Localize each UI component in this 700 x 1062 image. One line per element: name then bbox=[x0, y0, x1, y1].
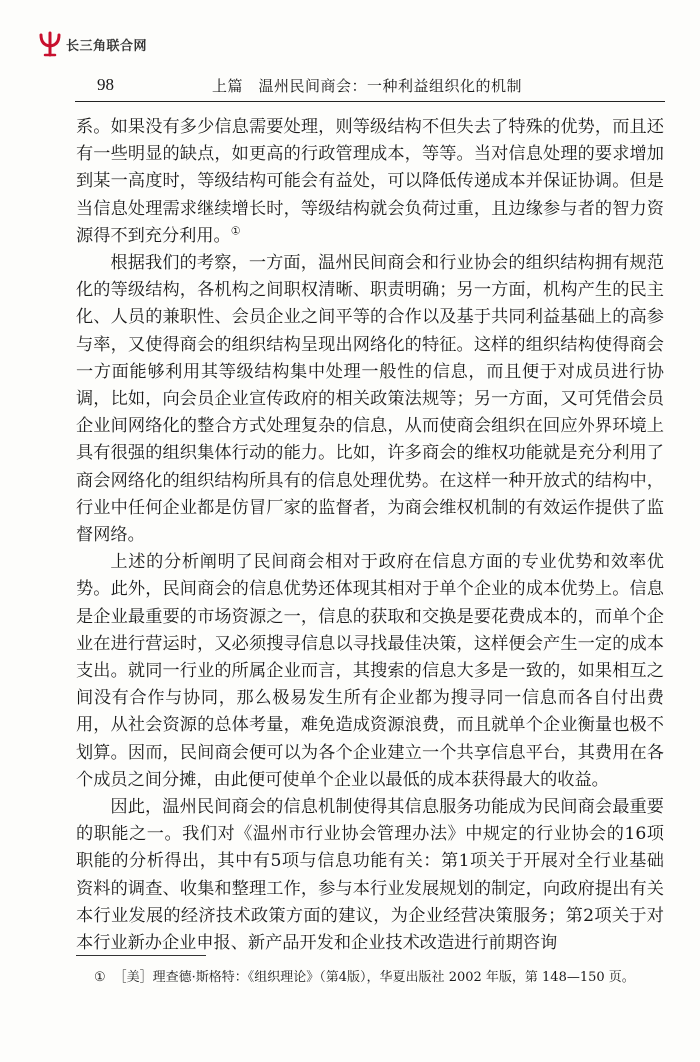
footnote-rule bbox=[76, 955, 206, 956]
paragraph-1 bbox=[76, 114, 664, 250]
paragraph-3: 上述的分析阐明了民间商会相对于政府在信息方面的专业优势和效率优势。此外，民间商会的信息优势还体现其相对于单个企业的成本优势上。信息是企业最重要的市场资源之一，信息的获取和交换是要花费成本的，而单个企业在进行营运时，又必须搜寻信息以寻找最佳决策，这样便会产生一定的成本支出。就同一行业的所属企业而言，其搜索的信息大多是一致的，如果相互之间没有合作与协同，那么极易发生所有企业都为搜寻同一信息而各自付出费用，从社会资源的总体考量，难免造成资源浪费，而且就单个企业衡量也极不划算。因而，民间商会便可以为各个企业建立一个共享信息平台，其费用在各个成员之间分摊，由此便可使单个企业以最低的成本获得最大的收益。 bbox=[76, 552, 664, 790]
running-head-title: 上篇 温州民间商会：一种利益组织化的机制 bbox=[212, 77, 523, 95]
running-head bbox=[72, 72, 660, 102]
header-rule bbox=[75, 101, 665, 102]
paragraph-4: 因此，温州民间商会的信息机制使得其信息服务功能成为民间商会最重要的职能之一。我们对《温州市行业协会管理办法》中规定的行业协会的16项职能的分析得出，其中有5项与信息功能有关：第1项关于开展对全行业基础资料的调查、收集和整理工作，参与本行业发展规划的制定，向政府提出有关本行业发展的经济技术政策方面的建议，为企业经营决策服务；第2项关于对本行业新办企业申报、新产品开发和企业技术改造进行前期咨询 bbox=[76, 797, 664, 954]
footnote-number: ① bbox=[94, 970, 106, 985]
paragraph-2: 根据我们的考察，一方面，温州民间商会和行业协会的组织结构拥有规范化的等级结构，各机构之间职权清晰、职责明确；另一方面，机构产生的民主化、人员的兼职性、会员企业之间平等的合作以及基于共同利益基础上的高参与率，又使得商会的组织结构呈现出网络化的特征。这样的组织结构使得商会一方面能够利用其等级结构集中处理一般性的信息，而且便于对成员进行协调，比如，向会员企业宣传政府的相关政策法规等；另一方面，又可凭借会员企业间网络化的整合方式处理复杂的信息，从而使商会组织在回应外界环境上具有很强的组织集体行动的能力。比如，许多商会的维权功能就是充分利用了商会网络化的组织结构所具有的信息处理优势。在这样一种开放式的结构中，行业中任何企业都是仿冒厂家的监督者，为商会维权机制的有效运作提供了监督网络。 bbox=[76, 253, 664, 546]
footnote bbox=[94, 969, 674, 987]
psi-logo-icon bbox=[38, 31, 62, 57]
footnote-reference[interactable]: ① bbox=[230, 224, 241, 238]
footnote-text: ［美］理查德·斯格特：《组织理论》（第4版），华夏出版社 2002 年版，第 148—150 页。 bbox=[113, 970, 635, 985]
site-logo[interactable] bbox=[38, 30, 147, 58]
page-number: 98 bbox=[97, 75, 114, 94]
paragraph-1-text: 系。如果没有多少信息需要处理，则等级结构不但失去了特殊的优势，而且还有一些明显的缺点，如更高的行政管理成本，等等。当对信息处理的要求增加到某一高度时，等级结构可能会有益处，可以降低传递成本并保证协调。但是当信息处理需求继续增长时，等级结构就会负荷过重，且边缘参与者的智力资源得不到充分利用。 bbox=[76, 117, 664, 246]
logo-text: 长三角联合网 bbox=[66, 38, 148, 54]
body-text bbox=[76, 114, 664, 957]
